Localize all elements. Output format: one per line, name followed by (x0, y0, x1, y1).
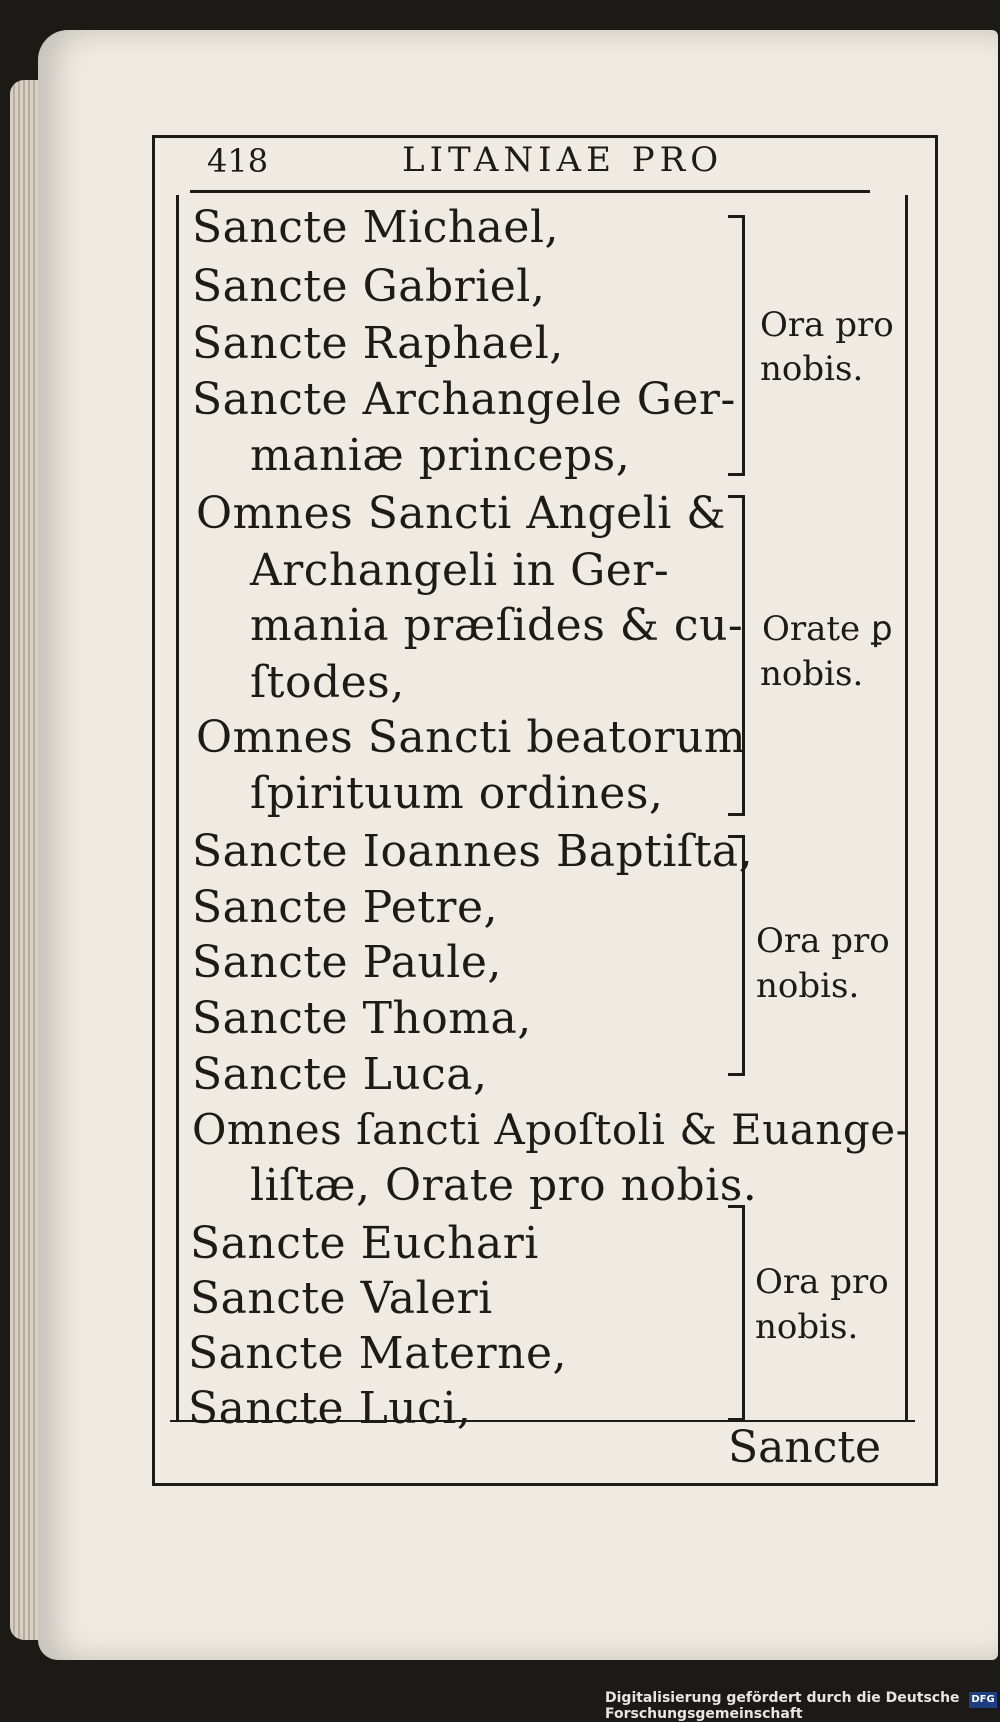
invocation-line: Omnes Sancti beatorum (196, 712, 747, 763)
grouping-brace (728, 495, 745, 816)
response-line: nobis. (760, 654, 864, 694)
invocation-line: Sancte Gabriel, (192, 261, 546, 312)
invocation-line: Sancte Raphael, (192, 318, 564, 369)
inner-right-rule (905, 195, 908, 1420)
invocation-line: Sancte Archangele Ger- (192, 374, 736, 425)
catchword: Sancte (728, 1422, 882, 1473)
inner-left-rule (176, 195, 179, 1420)
response-line: Ora pro (755, 1262, 889, 1302)
response-line: Orate ꝑ (762, 609, 893, 649)
invocation-line: liſtæ, Orate pro nobis. (250, 1160, 758, 1211)
invocation-line: maniæ princeps, (250, 430, 631, 481)
invocation-line: Archangeli in Ger- (250, 545, 670, 596)
dfg-logo: DFG (969, 1692, 997, 1708)
invocation-line: Sancte Thoma, (192, 993, 532, 1044)
invocation-line: Sancte Paule, (192, 937, 502, 988)
invocation-line: Sancte Materne, (188, 1328, 567, 1379)
invocation-line: Sancte Ioannes Baptiſta, (192, 826, 754, 877)
response-line: nobis. (755, 1307, 859, 1347)
response-line: Ora pro (760, 305, 894, 345)
running-title: LITANIAE PRO (402, 140, 724, 180)
invocation-line: Sancte Luca, (192, 1049, 488, 1100)
invocation-line: ſtodes, (250, 657, 405, 708)
invocation-line: Omnes ſancti Apoſtoli & Euange- (192, 1105, 911, 1154)
grouping-brace (728, 835, 745, 1076)
response-line: nobis. (756, 966, 860, 1006)
invocation-line: Sancte Michael, (192, 202, 559, 253)
response-line: Ora pro (756, 921, 890, 961)
invocation-line: Omnes Sancti Angeli & (196, 488, 726, 539)
grouping-brace (728, 1205, 745, 1421)
response-line: nobis. (760, 349, 864, 389)
grouping-brace (728, 215, 745, 476)
page-number: 418 (207, 142, 269, 180)
invocation-line: mania præſides & cu- (250, 600, 744, 651)
digitization-credit: Digitalisierung gefördert durch die Deutsche Forschungsgemeinschaft (605, 1690, 960, 1722)
invocation-line: ſpirituum ordines, (250, 768, 664, 819)
invocation-line: Sancte Petre, (192, 882, 498, 933)
invocation-line: Sancte Valeri (190, 1273, 493, 1324)
invocation-line: Sancte Euchari (190, 1218, 539, 1269)
header-rule (190, 190, 870, 193)
invocation-line: Sancte Luci, (188, 1383, 472, 1434)
